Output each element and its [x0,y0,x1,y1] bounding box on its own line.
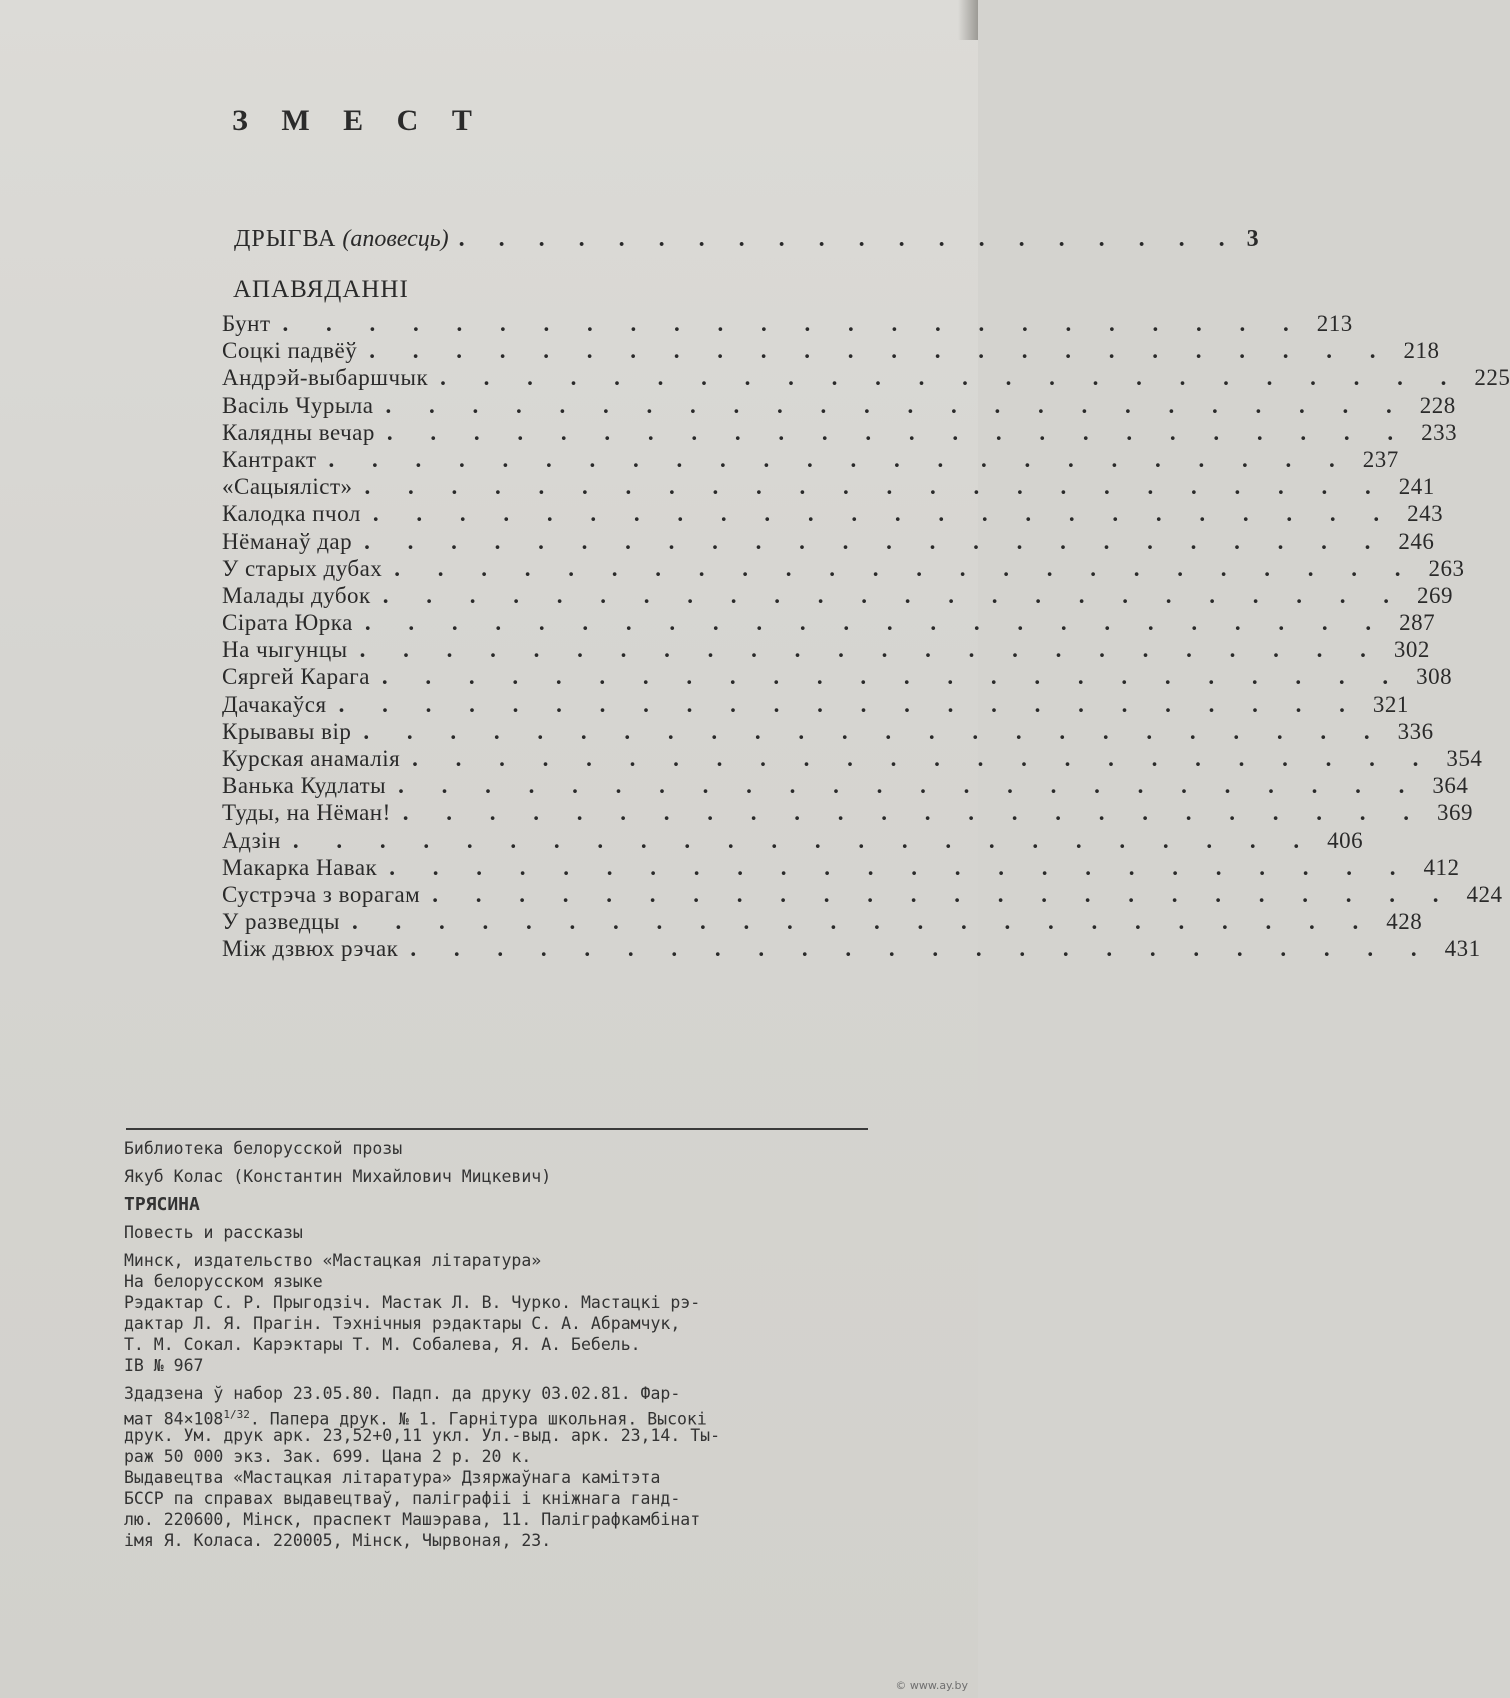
toc-story-entry [222,337,1440,364]
stories-list [222,310,1510,963]
story-title: Кантракт [222,446,317,472]
story-page-number: 412 [1423,854,1460,880]
toc-story-entry [222,935,1481,962]
imprint-print-line: Выдавецтва «Мастацкая літаратура» Дзяржаўнага камітэта [124,1468,661,1487]
watermark: © www.ay.by [895,1679,968,1692]
toc-story-entry [222,718,1434,745]
toc-story-entry [222,772,1469,799]
leader-dots: . . . . . . . . . . . . . . . . . . . . . . . . [394,555,1417,581]
story-title: Адзін [222,827,281,853]
imprint-ib-number: ІВ № 967 [124,1356,204,1375]
leader-dots: . . . . . . . . . . . . . . . . . . . . . . . . [328,446,1351,472]
imprint-print-line: лю. 220600, Мінск, праспект Машэрава, 11. Паліграфкамбінат [124,1510,701,1529]
toc-story-entry [222,392,1456,419]
story-title: Андрэй-выбаршчык [222,365,429,391]
novel-page-number: 3 [1246,226,1259,252]
leader-dots: . . . . . . . . . . . . . . . . . . . . . . . . [364,528,1387,554]
imprint-print-line: імя Я. Коласа. 220005, Мінск, Чырвоная, 23. [124,1531,552,1550]
imprint-format-prefix: мат 84×108 [124,1409,224,1429]
leader-dots: . . . . . . . . . . . . . . . . . . . . . . . . [412,746,1435,771]
story-page-number: 225 [1474,365,1510,391]
leader-dots: . . . . . . . . . . . . . . . . . . . . . . . . [364,610,1388,636]
imprint-format-suffix: . Папера друк. № 1. Гарнітура школьная. Высокі [249,1409,707,1429]
story-title: Курская анамалія [222,746,401,771]
story-page-number: 406 [1327,827,1364,853]
story-page-number: 241 [1398,474,1435,500]
leader-dots: . . . . . . . . . . . . . . . . . . . . . . . . [364,474,1387,500]
story-page-number: 428 [1386,909,1423,935]
imprint-editors-1: Рэдактар С. Р. Прыгодзіч. Мастак Л. В. Чурко. Мастацкі рэ- [124,1293,701,1312]
imprint-print-line-1: Здадзена ў набор 23.05.80. Падп. да друку 03.02.81. Фар- [124,1384,681,1403]
toc-story-entry [222,745,1483,772]
story-page-number: 269 [1416,582,1453,608]
story-title: Малады дубок [222,582,371,608]
story-page-number: 213 [1316,311,1353,336]
toc-story-entry [222,419,1458,446]
story-title: Васіль Чурыла [222,392,374,418]
imprint-editors-3: Т. М. Сокал. Карэктары Т. М. Собалева, Я. А. Бебель. [124,1335,641,1354]
story-page-number: 233 [1421,419,1458,445]
toc-story-entry [222,555,1465,582]
leader-dots: . . . . . . . . . . . . . . . . . . . . . . . . [363,718,1386,744]
toc-title: З М Е С Т [232,104,485,137]
story-title: Сірата Юрка [222,610,353,636]
toc-story-entry [222,691,1409,718]
toc-story-entry [222,854,1460,881]
imprint-series: Библиотека белорусской прозы [124,1139,403,1158]
leader-dots: . . . . . . . . . . . . . . . . . . . . [458,226,1239,252]
leader-dots: . . . . . . . . . . . . . . . . . . . . . . . . [369,338,1392,364]
story-title: Між дзвюх рэчак [222,936,399,962]
story-page-number: 431 [1444,936,1481,962]
story-page-number: 287 [1399,610,1436,636]
story-title: Сяргей Карага [222,664,370,690]
story-page-number: 228 [1419,392,1456,418]
toc-story-entry [222,881,1503,908]
leader-dots: . . . . . . . . . . . . . . . . . . . . . . . . [440,365,1463,391]
story-page-number: 364 [1432,773,1469,799]
toc-novel-entry [234,226,1259,258]
toc-story-entry [222,446,1399,473]
story-page-number: 321 [1372,691,1409,717]
story-title: Калядны вечар [222,419,375,445]
story-title: На чыгунцы [222,637,348,663]
imprint-print-line: друк. Ум. друк арк. 23,52+0,11 укл. Ул.-выд. арк. 23,14. Ты- [124,1426,721,1445]
story-title: Ванька Кудлаты [222,773,387,799]
story-title: Крывавы вір [222,718,352,744]
story-title: Дачакаўся [222,691,327,717]
toc-story-entry [222,908,1423,935]
novel-subtitle: (аповесць) [342,226,449,252]
story-page-number: 218 [1403,338,1440,364]
section-heading-stories: АПАВЯДАННІ [233,276,409,303]
story-title: «Сацыяліст» [222,474,353,500]
imprint-print-line-2 [124,1404,884,1429]
leader-dots: . . . . . . . . . . . . . . . . . . . . . . . . [432,881,1455,907]
leader-dots: . . . . . . . . . . . . . . . . . . . . . . . . [402,800,1426,826]
story-page-number: 308 [1416,664,1453,690]
story-title: У старых дубах [222,555,383,581]
toc-story-entry [222,609,1436,636]
story-title: Макарка Навак [222,854,378,880]
leader-dots: . . . . . . . . . . . . . . . . . . . . . . . . [389,854,1412,880]
imprint-print-rest [124,1425,884,1551]
story-title: Соцкі падвёў [222,338,358,364]
leader-dots: . . . . . . . . . . . . . . . . . . . . . . . . [385,392,1408,418]
imprint-editors-2: дактар Л. Я. Прагін. Тэхнічныя рэдактары С. А. Абрамчук, [124,1314,681,1333]
story-page-number: 243 [1407,501,1444,527]
imprint-genre: Повесть и рассказы [124,1223,303,1242]
story-title: Нёманаў дар [222,528,353,554]
toc-story-entry [222,827,1364,854]
leader-dots: . . . . . . . . . . . . . . . . . . . . . . . . [359,637,1382,663]
toc-story-entry [222,663,1453,690]
toc-story-entry [222,636,1430,663]
leader-dots: . . . . . . . . . . . . . . . . . . . . . . . . [382,582,1405,608]
story-title: Калодка пчол [222,501,361,527]
toc-story-entry [222,799,1474,826]
imprint-author: Якуб Колас (Константин Михайлович Мицкевич) [124,1167,552,1186]
story-page-number: 237 [1362,446,1399,472]
story-title: Сустрэча з ворагам [222,881,421,907]
toc-story-entry [222,500,1444,527]
story-title: Туды, на Нёман! [222,800,391,826]
leader-dots: . . . . . . . . . . . . . . . . . . . . . . . . [410,936,1433,962]
leader-dots: . . . . . . . . . . . . . . . . . . . . . . . . [351,909,1375,935]
leader-dots: . . . . . . . . . . . . . . . . . . . . . . . . [338,691,1361,717]
story-page-number: 302 [1393,637,1430,663]
story-page-number: 354 [1446,746,1483,771]
imprint-language: На белорусском языке [124,1272,323,1291]
leader-dots: . . . . . . . . . . . . . . . . . . . . . . . . [398,773,1421,799]
toc-story-entry [222,582,1453,609]
leader-dots: . . . . . . . . . . . . . . . . . . . . . . . . [372,501,1396,527]
story-page-number: 369 [1437,800,1474,826]
imprint-print-line: БССР па справах выдавецтваў, паліграфіі і кніжнага ганд- [124,1489,681,1508]
story-page-number: 424 [1466,881,1503,907]
imprint-block [124,1138,884,1551]
leader-dots: . . . . . . . . . . . . . . . . . . . . . . . . [381,664,1405,690]
novel-title: ДРЫГВА [234,226,337,252]
toc-story-entry [222,364,1510,391]
leader-dots: . . . . . . . . . . . . . . . . . . . . . . . . [292,827,1316,853]
imprint-format-fraction: 1/32 [223,1408,250,1421]
divider-rule [126,1128,868,1130]
story-title: Бунт [222,311,271,336]
story-title: У разведцы [222,909,340,935]
story-page-number: 263 [1428,555,1465,581]
leader-dots: . . . . . . . . . . . . . . . . . . . . . . . . [386,419,1410,445]
leader-dots: . . . . . . . . . . . . . . . . . . . . . . . . [282,311,1305,336]
imprint-publisher: Минск, издательство «Мастацкая літаратура» [124,1251,542,1270]
imprint-title: ТРЯСИНА [124,1194,200,1215]
story-page-number: 246 [1398,528,1435,554]
toc-story-entry [222,473,1435,500]
page-edge-shadow [958,0,978,40]
imprint-print-line: раж 50 000 экз. Зак. 699. Цана 2 р. 20 к. [124,1447,532,1466]
toc-story-entry [222,528,1435,555]
toc-story-entry [222,310,1353,337]
story-page-number: 336 [1397,718,1434,744]
